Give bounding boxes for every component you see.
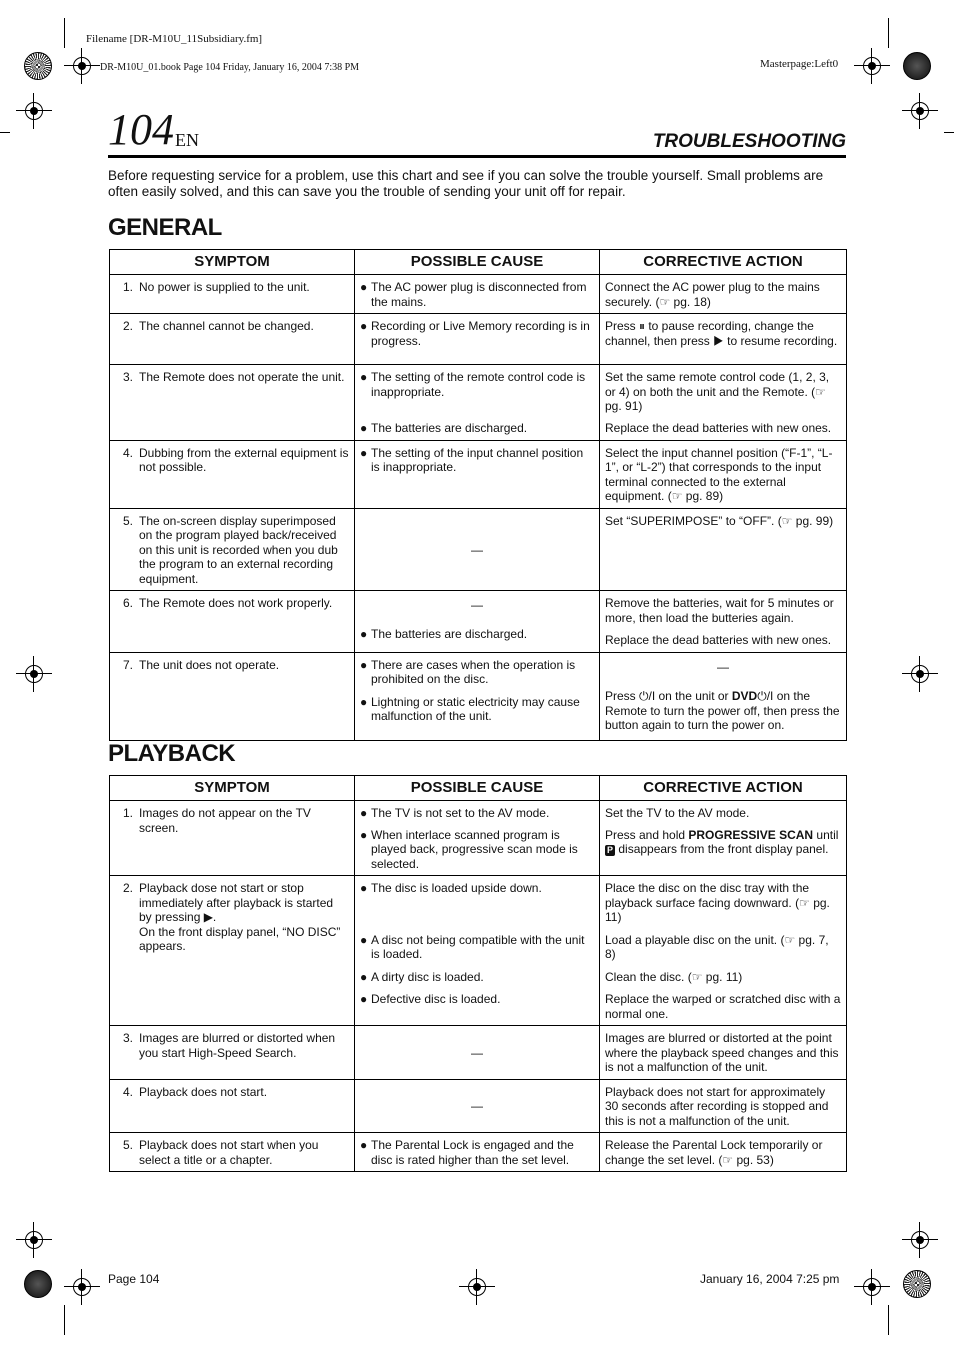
- crosshair-mark-icon: [908, 662, 932, 686]
- action-text: Load a playable disc on the unit. (☞ pg. 7, 8): [605, 932, 829, 961]
- table-row: 1. Images do not appear on the TV screen. ● The TV is not set to the AV mode. ● When interlace scanned program is played back, progressive scan mode is selected. Set the TV to the AV mode. Press and hold PROGRESSIVE SCAN until P disappears from the front display panel.: [110, 801, 847, 876]
- table-row: 3. Images are blurred or distorted when you start High-Speed Search. — Images are blurred or distorted at the point where the playback speed changes and this is not a malfunction of the unit.: [110, 1026, 847, 1080]
- registration-rosette-icon: [903, 52, 931, 80]
- crosshair-mark-icon: [22, 662, 46, 686]
- cause-text: The AC power plug is disconnected from the mains.: [371, 280, 587, 309]
- cause-text: The TV is not set to the AV mode.: [371, 806, 550, 820]
- action-text: Select the input channel position (“F-1”, “L-1”, or “L-2”) that corresponds to the input terminal connected to the external equipment. (☞ pg. 89): [605, 445, 833, 503]
- action-text: Press and hold PROGRESSIVE SCAN until P disappears from the front display panel.: [605, 827, 839, 856]
- action-text: Place the disc on the disc tray with the playback surface facing downward. (☞ pg. 11): [605, 881, 830, 924]
- action-text: Replace the dead batteries with new ones.: [605, 633, 832, 647]
- action-text: Replace the warped or scratched disc with a normal one.: [605, 992, 841, 1021]
- symptom-text: The Remote does not operate the unit.: [139, 370, 345, 384]
- cause-text: The setting of the remote control code is inappropriate.: [371, 370, 586, 399]
- footer-date: January 16, 2004 7:25 pm: [700, 1272, 840, 1286]
- table-row: 2. Playback dose not start or stop immediately after playback is started by pressing ▶. On the front display panel, “NO DISC” appears. ● The disc is loaded upside down. ● A disc not being compatible with the unit is loaded. ● A dirty disc is loaded. ● Defective disc is loaded. Place the disc on the disc tray with the playback surface facing downward. (☞ pg. 11) Load a playable disc on the unit. (☞ pg. 7, 8) Clean the disc. (☞ pg. 11) Replace the warped or scratched disc with a normal one.: [110, 876, 847, 1026]
- crosshair-mark-icon: [860, 54, 884, 78]
- page-number: 104: [108, 105, 174, 154]
- action-text: Set the same remote control code (1, 2, 3, or 4) on both the unit and the Remote. (☞ pg. 91): [605, 370, 830, 413]
- table-row: 5. The on-screen display superimposed on the program played back/received on this unit is recorded when you dub the program to an external recording equipment. — Set “SUPERIMPOSE” to “OFF”. (☞ pg. 99): [110, 508, 847, 591]
- section-title: TROUBLESHOOTING: [652, 131, 846, 152]
- progressive-indicator-icon: P: [607, 845, 614, 855]
- action-text: Playback does not start for approximately 30 seconds after recording is stopped and this is not a malfunction of the unit.: [605, 1084, 829, 1128]
- symptom-text: Dubbing from the external equipment is not possible.: [139, 445, 349, 474]
- action-text: Set the TV to the AV mode.: [605, 806, 750, 820]
- action-text: Images are blurred or distorted at the point where the playback speed changes and this is not a malfunction of the unit.: [605, 1031, 839, 1074]
- crosshair-mark-icon: [70, 1275, 94, 1299]
- action-text: Release the Parental Lock temporarily or change the set level. (☞ pg. 53): [605, 1138, 823, 1167]
- action-header: CORRECTIVE ACTION: [600, 776, 847, 801]
- intro-text: Before requesting service for a problem, use this chart and see if you can solve the trouble yourself. Small problems are often easily solved, and this can save you the trouble of sending your unit off for repair.: [108, 168, 824, 199]
- action-text: Press ⏻/I on the unit or DVD⏻/I on the Remote to turn the power off, then press the button again to turn the power on.: [605, 689, 840, 732]
- cause-text: The disc is loaded upside down.: [371, 881, 542, 895]
- crosshair-mark-icon: [22, 99, 46, 123]
- action-text: Replace the dead batteries with new ones.: [605, 420, 832, 435]
- symptom-text: Images are blurred or distorted when you start High-Speed Search.: [139, 1031, 336, 1060]
- symptom-text: The unit does not operate.: [139, 657, 280, 672]
- action-text: Clean the disc. (☞ pg. 11): [605, 969, 743, 984]
- filename-label: Filename [DR-M10U_11Subsidiary.fm]: [86, 33, 263, 45]
- no-cause-dash: —: [471, 1099, 483, 1113]
- action-text: Remove the batteries, wait for 5 minutes or more, then load the butteries again.: [605, 596, 834, 625]
- crosshair-mark-icon: [465, 1275, 489, 1299]
- cause-header: POSSIBLE CAUSE: [355, 776, 600, 801]
- table-row: 6. The Remote does not work properly. — ● The batteries are discharged. Remove the batteries, wait for 5 minutes or more, then load the butteries again. Replace the dead batteries with new ones.: [110, 591, 847, 653]
- symptom-text: The Remote does not work properly.: [139, 596, 333, 610]
- registration-rosette-icon: [24, 1270, 52, 1298]
- cause-text: Defective disc is loaded.: [371, 992, 501, 1006]
- no-cause-dash: —: [471, 542, 483, 557]
- symptom-header: SYMPTOM: [110, 250, 355, 275]
- cause-text: When interlace scanned program is played back, progressive scan mode is selected.: [371, 827, 578, 871]
- cause-text: A dirty disc is loaded.: [371, 969, 484, 984]
- registration-rosette-icon: [903, 1270, 931, 1298]
- table-row: 5. Playback does not start when you select a title or a chapter. ● The Parental Lock is engaged and the disc is rated higher than the set level. Release the Parental Lock temporarily or change the set level. (☞ pg. 53): [110, 1133, 847, 1172]
- crosshair-mark-icon: [908, 99, 932, 123]
- symptom-header: SYMPTOM: [110, 776, 355, 801]
- table-row: 2. The channel cannot be changed. ● Recording or Live Memory recording is in progress. Press ⏸ to pause recording, change the channel, then press ▶ to resume recording.: [110, 314, 847, 365]
- masterpage-label: Masterpage:Left0: [760, 58, 839, 70]
- cause-text: There are cases when the operation is prohibited on the disc.: [371, 657, 576, 686]
- cause-text: The batteries are discharged.: [371, 421, 528, 435]
- no-cause-dash: —: [471, 1045, 483, 1060]
- crosshair-mark-icon: [22, 1228, 46, 1252]
- crosshair-mark-icon: [70, 54, 94, 78]
- general-heading: GENERAL: [108, 214, 222, 241]
- symptom-text: On the front display panel, “NO DISC” appears.: [139, 924, 341, 953]
- cause-text: The batteries are discharged.: [371, 626, 528, 641]
- crosshair-mark-icon: [908, 1228, 932, 1252]
- cause-text: A disc not being compatible with the unit is loaded.: [371, 932, 585, 961]
- table-row: 1. No power is supplied to the unit. ● The AC power plug is disconnected from the mains. Connect the AC power plug to the mains securely. (☞ pg. 18): [110, 275, 847, 314]
- symptom-text: Playback does not start when you select a title or a chapter.: [139, 1138, 319, 1167]
- symptom-text: Images do not appear on the TV screen.: [139, 806, 311, 835]
- cause-text: Recording or Live Memory recording is in progress.: [371, 319, 590, 348]
- cause-text: The Parental Lock is engaged and the disc is rated higher than the set level.: [371, 1138, 574, 1167]
- footer-page: Page 104: [108, 1272, 160, 1286]
- no-action-dash: —: [717, 659, 729, 674]
- symptom-text: Playback does not start.: [139, 1084, 268, 1099]
- table-row: 7. The unit does not operate. ● There are cases when the operation is prohibited on the disc. ● Lightning or static electricity may cause malfunction of the unit. — Press ⏻/I on the unit or DVD⏻/I on the Remote to turn the power off, then press the button again to turn the power on.: [110, 652, 847, 740]
- playback-table: [109, 775, 847, 1172]
- language-code: EN: [175, 130, 199, 150]
- cause-header: POSSIBLE CAUSE: [355, 250, 600, 275]
- table-row: 4. Dubbing from the external equipment is not possible. ● The setting of the input channel position is inappropriate. Select the input channel position (“F-1”, “L-1”, or “L-2”) that corresponds to the input terminal connected to the external equipment. (☞ pg. 89): [110, 440, 847, 508]
- table-row: 3. The Remote does not operate the unit. ● The setting of the remote control code is inappropriate. ● The batteries are discharged. Set the same remote control code (1, 2, 3, or 4) on both the unit and the Remote. (☞ pg. 91) Replace the dead batteries with new ones.: [110, 365, 847, 441]
- general-table: [109, 249, 847, 741]
- crosshair-mark-icon: [860, 1275, 884, 1299]
- playback-heading: PLAYBACK: [108, 740, 236, 767]
- symptom-text: Playback dose not start or stop immediately after playback is started by pressing ▶.: [139, 881, 334, 924]
- cause-text: Lightning or static electricity may cause malfunction of the unit.: [371, 694, 580, 723]
- registration-rosette-icon: [24, 52, 52, 80]
- title-rule: [108, 155, 846, 158]
- symptom-text: No power is supplied to the unit.: [139, 280, 310, 294]
- action-text: Press ⏸ to pause recording, change the channel, then press ▶ to resume recording.: [605, 319, 838, 348]
- cause-text: The setting of the input channel position is inappropriate.: [371, 445, 584, 474]
- no-cause-dash: —: [471, 598, 483, 612]
- action-text: Connect the AC power plug to the mains securely. (☞ pg. 18): [605, 280, 820, 309]
- book-info: DR-M10U_01.book Page 104 Friday, January 16, 2004 7:38 PM: [100, 62, 360, 73]
- symptom-text: The on-screen display superimposed on the program played back/received on this unit is recorded when you dub the program to an external recording equipment.: [139, 513, 338, 586]
- action-text: Set “SUPERIMPOSE” to “OFF”. (☞ pg. 99): [605, 513, 834, 528]
- action-header: CORRECTIVE ACTION: [600, 250, 847, 275]
- table-row: 4. Playback does not start. — Playback does not start for approximately 30 seconds after recording is stopped and this is not a malfunction of the unit.: [110, 1079, 847, 1133]
- symptom-text: The channel cannot be changed.: [139, 319, 314, 333]
